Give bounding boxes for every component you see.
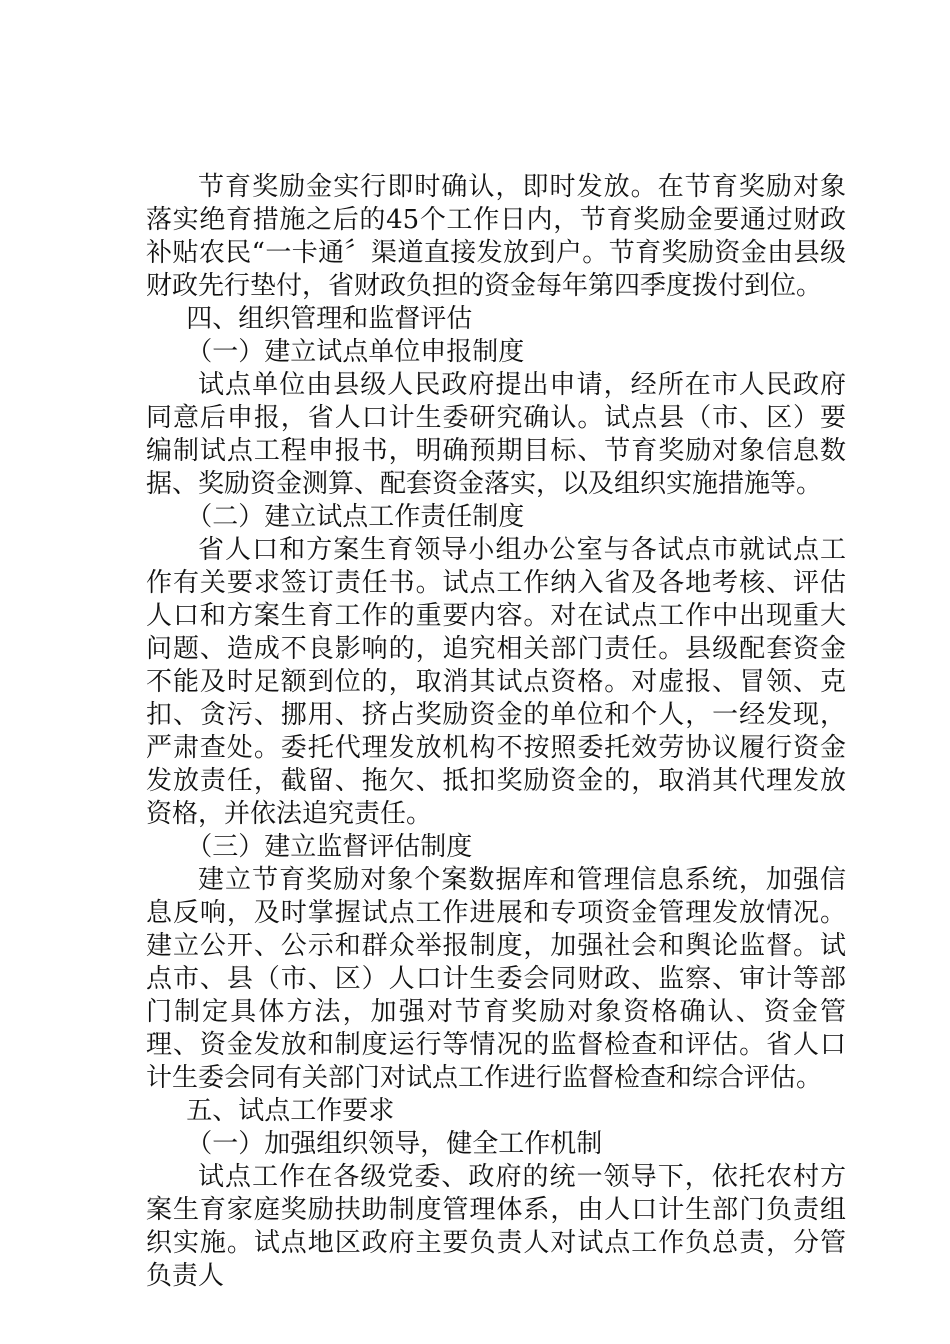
- section-heading-5: 五、试点工作要求: [186, 1096, 395, 1126]
- paragraph-supervision-system: 建立节育奖励对象个案数据库和管理信息系统，加强信息反响，及时掌握试点工作进展和专项资金管理发放情况。建立公开、公示和群众举报制度，加强社会和舆论监督。试点市、县（市、区）人口计生委会同财政、监察、审计等部门制定具体方法，加强对节育奖励对象资格确认、资金管理、资金发放和制度运行等情况的监督检查和评估。省人口计生委会同有关部门对试点工作进行监督检查和综合评估。: [146, 865, 846, 1093]
- paragraph-bonus-payment: 节育奖励金实行即时确认，即时发放。在节育奖励对象落实绝育措施之后的45个工作日内，节育奖励金要通过财政补贴农民“一卡通〞渠道直接发放到户。节育奖励资金由县级财政先行垫付，省财政负担的资金每年第四季度拨付到位。: [146, 172, 846, 301]
- subsection-heading-5-1: （一）加强组织领导，健全工作机制: [186, 1129, 603, 1159]
- subsection-heading-4-1: （一）建立试点单位申报制度: [186, 337, 525, 367]
- paragraph-application-system: 试点单位由县级人民政府提出申请，经所在市人民政府同意后申报，省人口计生委研究确认。试点县（市、区）要编制试点工程申报书，明确预期目标、节育奖励对象信息数据、奖励资金测算、配套资金落实，以及组织实施措施等。: [146, 370, 846, 499]
- subsection-heading-4-2: （二）建立试点工作责任制度: [186, 502, 525, 532]
- section-heading-4: 四、组织管理和监督评估: [186, 304, 473, 334]
- subsection-heading-4-3: （三）建立监督评估制度: [186, 832, 473, 862]
- paragraph-responsibility-system: 省人口和方案生育领导小组办公室与各试点市就试点工作有关要求签订责任书。试点工作纳入省及各地考核、评估人口和方案生育工作的重要内容。对在试点工作中出现重大问题、造成不良影响的，追究相关部门责任。县级配套资金不能及时足额到位的，取消其试点资格。对虚报、冒领、克扣、贪污、挪用、挤占奖励资金的单位和个人，一经发现，严肃查处。委托代理发放机构不按照委托效劳协议履行资金发放责任，截留、拖欠、抵扣奖励资金的，取消其代理发放资格，并依法追究责任。: [146, 535, 846, 829]
- document-body: [146, 171, 846, 1293]
- paragraph-organization-leadership: 试点工作在各级党委、政府的统一领导下，依托农村方案生育家庭奖励扶助制度管理体系，由人口计生部门负责组织实施。试点地区政府主要负责人对试点工作负总责，分管负责人: [146, 1162, 846, 1291]
